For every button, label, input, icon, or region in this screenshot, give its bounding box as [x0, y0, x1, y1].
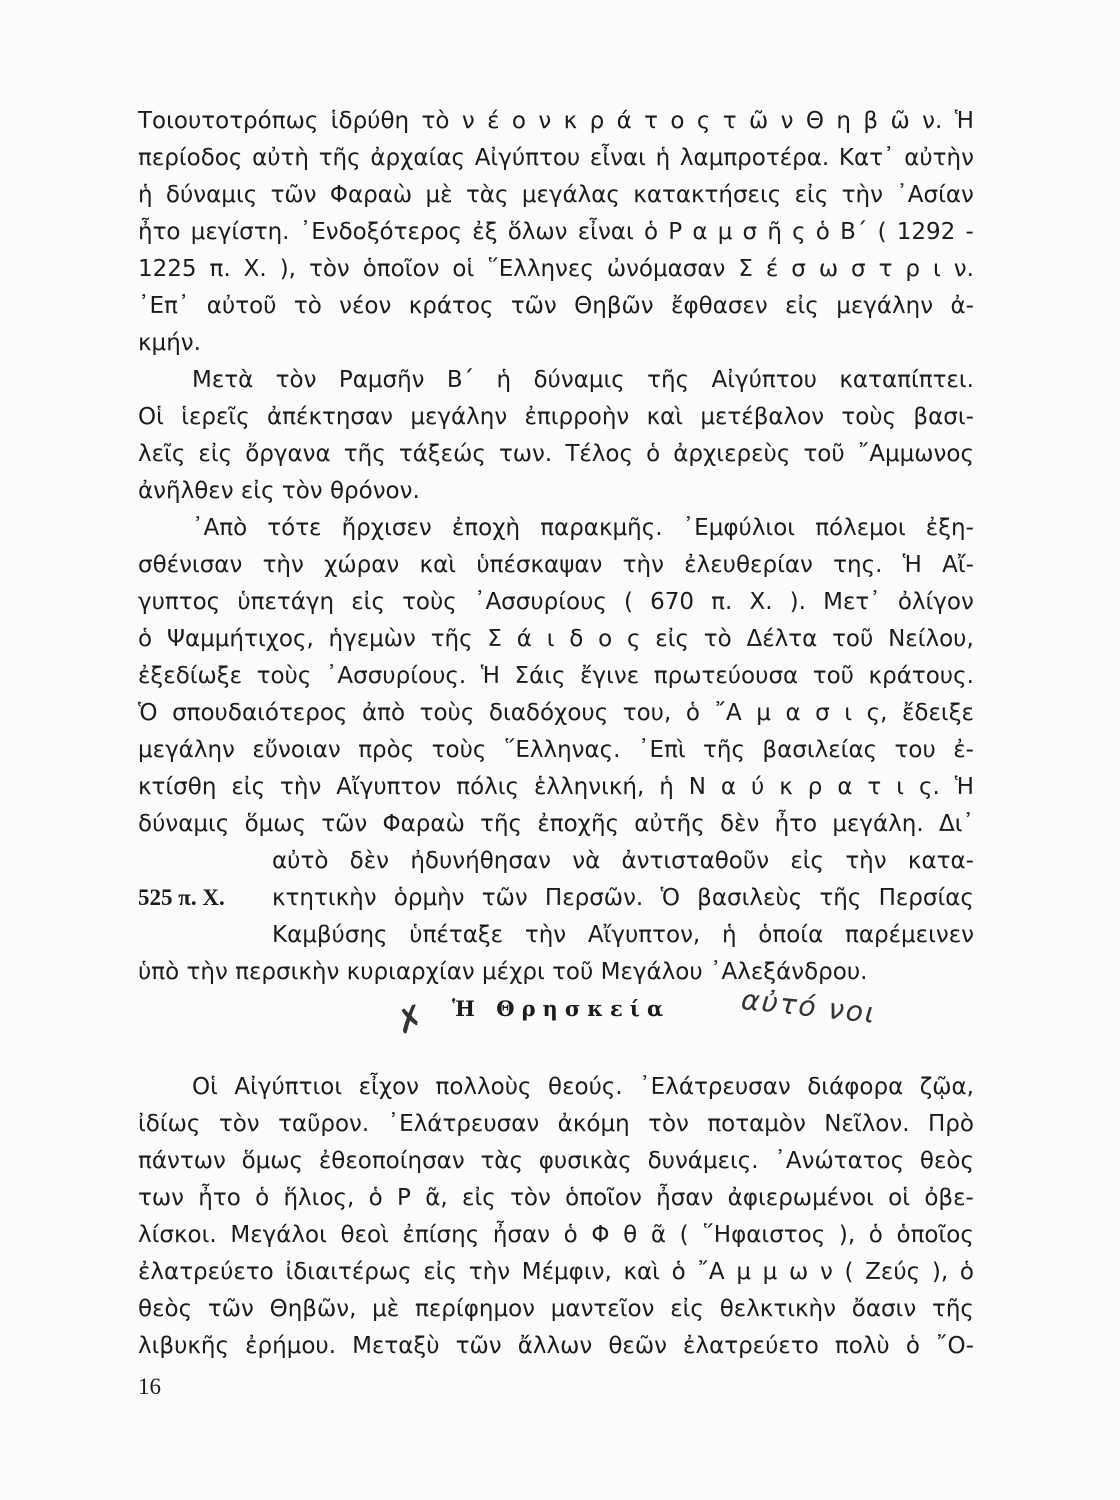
text-line: ἰδίως τὸν ταῦρον. ᾿Ελάτρευσαν ἀκόμη τὸν ποταμὸν Νεῖλον. Πρὸ: [138, 1111, 974, 1137]
text-line: Οἱ Αἰγύπτιοι εἶχον πολλοὺς θεούς. ᾿Ελάτρευσαν διάφορα ζῷα,: [192, 1074, 974, 1100]
text-line: ὁ Ψαμμήτιχος, ἡγεμὼν τῆς Σ ά ι δ ο ς εἰς τὸ Δέλτα τοῦ Νείλου,: [138, 626, 974, 652]
page-number: 16: [138, 1374, 161, 1399]
handwritten-note: αὐτό νοι: [739, 982, 879, 1031]
text-line: αὐτὸ δὲν ἠδυνήθησαν νὰ ἀντισταθοῦν εἰς τὴν κατα-: [272, 848, 974, 874]
text-line: κτητικὴν ὁρμὴν τῶν Περσῶν. Ὁ βασιλεὺς τῆς Περσίας: [272, 885, 974, 911]
text-line: ᾿Επ᾿ αὐτοῦ τὸ νέον κράτος τῶν Θηβῶν ἔφθασεν εἰς μεγάλην ἀ-: [138, 293, 974, 319]
text-line: σθένισαν τὴν χώραν καὶ ὑπέσκαψαν τὴν ἐλευθερίαν της. Ἡ Αἴ-: [138, 552, 974, 578]
handwritten-mark: ✗: [390, 996, 430, 1044]
text-line: Καμβύσης ὑπέταξε τὴν Αἴγυπτον, ἡ ὁποία παρέμεινεν: [272, 922, 974, 948]
text-line: κμήν.: [138, 330, 201, 356]
text-line: ἐλατρεύετο ἰδιαιτέρως εἰς τὴν Μέμφιν, καὶ ὁ ῎Α μ μ ω ν ( Ζεύς ), ὁ: [138, 1259, 974, 1285]
text-line: λίσκοι. Μεγάλοι θεοὶ ἐπίσης ἦσαν ὁ Φ θ ᾶ ( ῞Ηφαιστος ), ὁ ὁποῖος: [138, 1222, 974, 1248]
text-line: ἀνῆλθεν εἰς τὸν θρόνον.: [138, 478, 420, 504]
text-line: κτίσθη εἰς τὴν Αἴγυπτον πόλις ἑλληνική, ἡ Ν α ύ κ ρ α τ ι ς. Ἡ: [138, 774, 974, 800]
section-heading: Ἡ Θρησκεία: [452, 996, 671, 1021]
text-line: Μετὰ τὸν Ραμσῆν Β΄ ἡ δύναμις τῆς Αἰγύπτου καταπίπτει.: [192, 367, 974, 393]
text-line: πάντων ὅμως ἐθεοποίησαν τὰς φυσικὰς δυνάμεις. ᾿Ανώτατος θεὸς: [138, 1148, 974, 1174]
text-line: Οἱ ἱερεῖς ἀπέκτησαν μεγάλην ἐπιρροὴν καὶ μετέβαλον τοὺς βασι-: [138, 404, 974, 430]
text-line: λιβυκῆς ἐρήμου. Μεταξὺ τῶν ἄλλων θεῶν ἐλατρεύετο πολὺ ὁ ῎Ο-: [138, 1333, 974, 1359]
text-line: μεγάλην εὔνοιαν πρὸς τοὺς ῞Ελληνας. ᾿Επὶ τῆς βασιλείας του ἐ-: [138, 737, 974, 763]
text-line: 1225 π. Χ. ), τὸν ὁποῖον οἱ ῞Ελληνες ὠνόμασαν Σ έ σ ω σ τ ρ ι ν.: [138, 256, 974, 282]
text-line: γυπτος ὑπετάγη εἰς τοὺς ᾿Ασσυρίους ( 670 π. Χ. ). Μετ᾿ ὀλίγον: [138, 589, 974, 615]
text-line: δύναμις ὅμως τῶν Φαραὼ τῆς ἐποχῆς αὐτῆς δὲν ἦτο μεγάλη. Δι᾿: [138, 811, 974, 837]
text-line: των ἦτο ὁ ἥλιος, ὁ Ρ ᾶ, εἰς τὸν ὁποῖον ἦσαν ἀφιερωμένοι οἱ ὀβε-: [138, 1185, 974, 1211]
text-line: ἦτο μεγίστη. ᾿Ενδοξότερος ἐξ ὅλων εἶναι ὁ Ρ α μ σ ῆ ς ὁ Β΄ ( 1292 -: [138, 219, 974, 245]
text-line: ἐξεδίωξε τοὺς ᾿Ασσυρίους. Ἡ Σάις ἔγινε πρωτεύουσα τοῦ κράτους.: [138, 663, 974, 689]
text-line: θεὸς τῶν Θηβῶν, μὲ περίφημον μαντεῖον εἰς θελκτικὴν ὄασιν τῆς: [138, 1296, 974, 1322]
text-line: ὑπὸ τὴν περσικὴν κυριαρχίαν μέχρι τοῦ Μεγάλου ᾿Αλεξάνδρου.: [138, 959, 868, 985]
text-line: Τοιουτοτρόπως ἱδρύθη τὸ ν έ ο ν κ ρ ά τ ο ς τ ῶ ν Θ η β ῶ ν. Ἡ: [138, 108, 974, 134]
text-line: Ὁ σπουδαιότερος ἀπὸ τοὺς διαδόχους του, ὁ ῎Α μ α σ ι ς, ἔδειξε: [138, 700, 974, 726]
text-line: λεῖς εἰς ὄργανα τῆς τάξεώς των. Τέλος ὁ ἀρχιερεὺς τοῦ ῎Αμμωνος: [138, 441, 974, 467]
text-line: ᾿Απὸ τότε ἤρχισεν ἐποχὴ παρακμῆς. ᾿Εμφύλιοι πόλεμοι ἐξη-: [192, 515, 974, 541]
margin-date: 525 π. Χ.: [138, 885, 225, 910]
text-line: ἡ δύναμις τῶν Φαραὼ μὲ τὰς μεγάλας κατακτήσεις εἰς τὴν ᾿Ασίαν: [138, 182, 974, 208]
text-line: περίοδος αὐτὴ τῆς ἀρχαίας Αἰγύπτου εἶναι ἡ λαμπροτέρα. Κατ᾿ αὐτὴν: [138, 145, 974, 171]
